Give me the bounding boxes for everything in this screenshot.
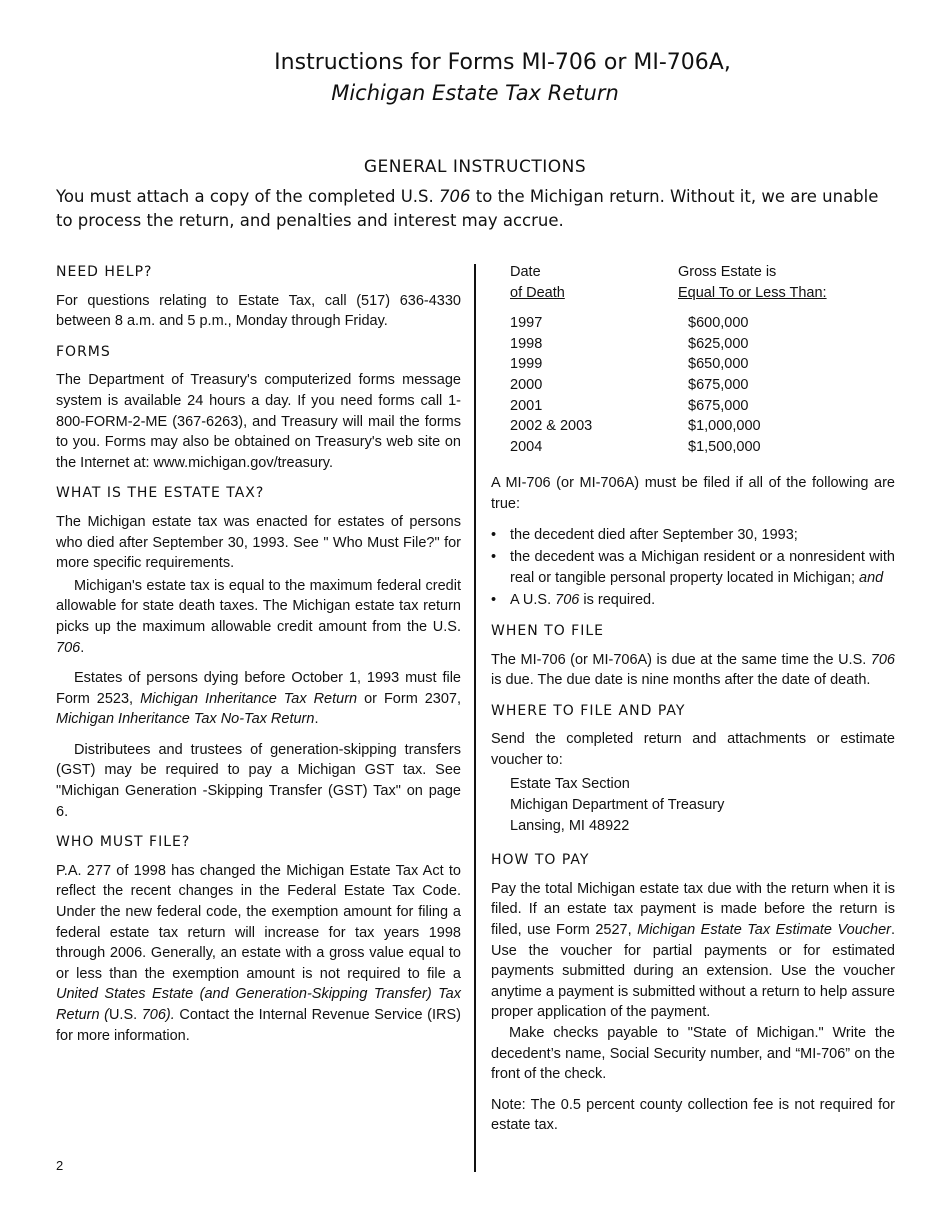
document-title: Instructions for Forms MI-706 or MI-706A,	[274, 50, 731, 75]
table-cell-year: 2001	[510, 397, 543, 414]
list-item: • A U.S. 706 is required.	[491, 590, 895, 611]
col-gross-header-1: Gross Estate is	[678, 264, 777, 280]
table-cell-amount: $1,000,000	[688, 418, 761, 435]
how-to-pay-paragraph-1: Pay the total Michigan estate tax due with the return when it is filed. If an estate tax payment is made before the return is filed, use Form 2527, Michigan Estate Tax Estimate Voucher. Use the voucher for partial payments or for estimated payments submitted during an extension. Use the voucher anytime a payment is submitted without a return to help assure proper application of the payment.	[491, 880, 895, 1021]
when-to-file-heading: WHEN TO FILE	[491, 622, 604, 639]
document-subtitle: Michigan Estate Tax Return	[331, 81, 619, 105]
must-be-filed-paragraph: A MI-706 (or MI-706A) must be filed if all of the following are true:	[491, 475, 895, 512]
what-paragraph-2: Michigan's estate tax is equal to the maximum federal credit allowable for state death taxes. The Michigan estate tax return picks up the maximum allowable credit amount from the U.S. 706.	[56, 577, 461, 656]
where-to-file-paragraph: Send the completed return and attachments or estimate voucher to:	[491, 731, 895, 768]
table-cell-amount: $625,000	[688, 335, 749, 352]
exemption-table-header	[491, 262, 895, 303]
when-to-file-paragraph: The MI-706 (or MI-706A) is due at the same time the U.S. 706 is due. The due date is nine months after the date of death.	[491, 651, 895, 689]
table-cell-year: 1997	[510, 315, 543, 332]
need-help-heading: NEED HELP?	[56, 264, 153, 280]
exemption-table	[491, 313, 895, 457]
table-cell-amount: $650,000	[688, 356, 749, 373]
col-gross-header-2: Equal To or Less Than:	[678, 284, 827, 301]
table-cell-year: 2000	[510, 376, 543, 393]
left-column	[56, 262, 461, 1056]
address-line: Lansing, MI 48922	[510, 817, 630, 834]
column-divider	[474, 264, 476, 1172]
need-help-paragraph: For questions relating to Estate Tax, call (517) 636-4330 between 8 a.m. and 5 p.m., Monday through Friday.	[56, 292, 461, 330]
table-cell-amount: $675,000	[688, 376, 749, 393]
who-must-file-paragraph: P.A. 277 of 1998 has changed the Michigan Estate Tax Act to reflect the recent changes in the Federal Estate Tax Code. Under the new federal code, the exemption amount for filing a federal estate tax return will increase for tax years 1998 through 2006. Generally, an estate with a gross value equal to or less than the exemption amount is not required to file a United States Estate (and Generation-Skipping Transfer) Tax Return (U.S. 706). Contact the Internal Revenue Service (IRS) for more information.	[56, 862, 461, 1044]
table-cell-year: 1999	[510, 356, 543, 373]
address-line: Michigan Department of Treasury	[510, 797, 725, 814]
col-date-header-1: Date	[510, 264, 541, 280]
list-item: • the decedent was a Michigan resident or a nonresident with real or tangible personal property located in Michigan; and	[491, 547, 895, 588]
col-date-header-2: of Death	[510, 284, 565, 301]
how-to-pay-paragraph-2: Make checks payable to "State of Michigan." Write the decedent’s name, Social Security number, and “MI-706” on the front of the check.	[491, 1025, 895, 1083]
page-number: 2	[56, 1158, 64, 1173]
what-paragraph-3: Estates of persons dying before October 1, 1993 must file Form 2523, Michigan Inheritance Tax Return or Form 2307, Michigan Inheritance Tax No-Tax Return.	[56, 670, 462, 728]
table-cell-amount: $675,000	[688, 397, 749, 414]
table-cell-year: 2004	[510, 438, 543, 455]
address-line: Estate Tax Section	[510, 776, 630, 793]
right-column	[491, 262, 895, 1146]
intro-paragraph: You must attach a copy of the completed U.S. 706 to the Michigan return. Without it, we are unable to process the return, and penalties and interest may accrue.	[56, 187, 879, 230]
forms-paragraph: The Department of Treasury's computerized forms message system is available 24 hours a day. If you need forms call 1-800-FORM-2-ME (367-6263), and Treasury will mail the forms to you. Forms may also be obtained on Treasury's web site on the Internet at: www.michigan.gov/treasury.	[56, 372, 461, 471]
general-instructions-heading: GENERAL INSTRUCTIONS	[363, 157, 587, 177]
where-to-file-heading: WHERE TO FILE AND PAY	[491, 702, 686, 719]
table-cell-year: 2002 & 2003	[510, 418, 593, 435]
what-paragraph-1: The Michigan estate tax was enacted for estates of persons who died after September 30, 1993. See " Who Must File?" for more specific requirements.	[56, 513, 461, 572]
table-cell-amount: $1,500,000	[688, 438, 761, 455]
what-is-estate-tax-heading: WHAT IS THE ESTATE TAX?	[56, 485, 265, 502]
forms-heading: FORMS	[56, 343, 111, 360]
mailing-address	[491, 774, 895, 836]
table-cell-amount: $600,000	[688, 315, 749, 332]
who-must-file-heading: WHO MUST FILE?	[56, 834, 191, 851]
how-to-pay-heading: HOW TO PAY	[491, 852, 590, 869]
what-paragraph-4: Distributees and trustees of generation-skipping transfers (GST) may be required to pay a Michigan GST tax. See "Michigan Generation -Skipping Transfer (GST) Tax" on page 6.	[56, 741, 461, 820]
table-cell-year: 1998	[510, 335, 543, 352]
conditions-list	[491, 525, 895, 611]
collection-fee-note: Note: The 0.5 percent county collection fee is not required for estate tax.	[491, 1096, 895, 1134]
list-item: • the decedent died after September 30, 1993;	[491, 525, 895, 546]
